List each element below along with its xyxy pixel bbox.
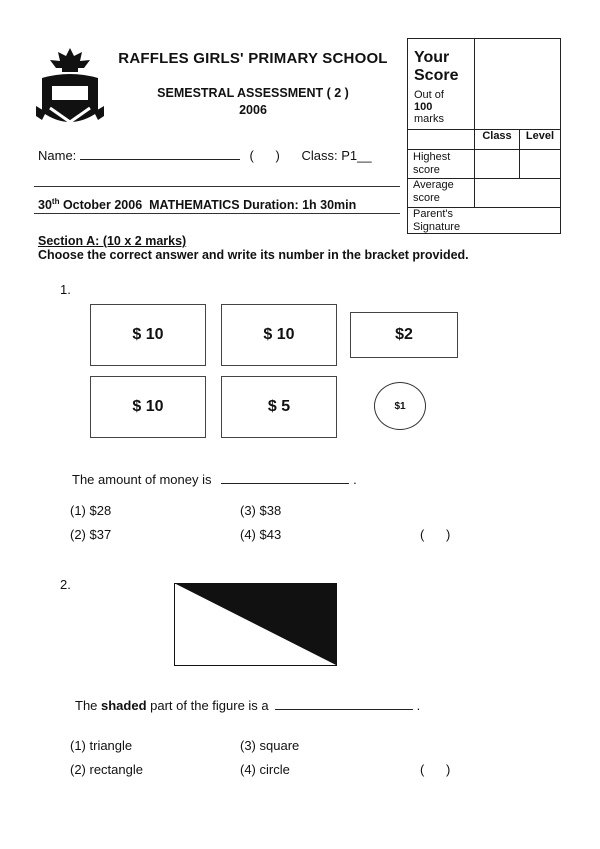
question-2-stem: The shaded part of the figure is a . bbox=[75, 698, 421, 713]
name-field[interactable] bbox=[80, 147, 240, 160]
q1-option-4: (4) $43 bbox=[240, 527, 282, 542]
school-name: RAFFLES GIRLS' PRIMARY SCHOOL bbox=[118, 50, 388, 67]
score-box bbox=[407, 38, 561, 234]
question-2-blank[interactable] bbox=[275, 697, 413, 710]
question-1-number: 1. bbox=[60, 282, 71, 297]
q2-option-4: (4) circle bbox=[240, 762, 290, 777]
q2-option-1: (1) triangle bbox=[70, 738, 133, 753]
your-score-field[interactable] bbox=[475, 39, 560, 129]
name-class-line bbox=[38, 147, 408, 163]
average-score-label: Average score bbox=[413, 179, 454, 204]
divider-top bbox=[34, 186, 400, 187]
half-shaded-rectangle-figure bbox=[174, 583, 337, 666]
date-day: 30 bbox=[38, 198, 52, 213]
date-suffix: th bbox=[51, 197, 60, 206]
name-label: Name: bbox=[38, 148, 77, 163]
q1-option-2: (2) $37 bbox=[70, 527, 112, 542]
register-bracket[interactable]: ( ) bbox=[249, 148, 280, 163]
col-level-header: Level bbox=[525, 130, 555, 142]
parent-signature-label: Parent's Signature bbox=[413, 208, 461, 233]
assessment-title: SEMESTRAL ASSESSMENT ( 2 ) bbox=[157, 86, 349, 100]
out-of-label: Out of 100 marks bbox=[414, 89, 444, 125]
highest-score-label: Highest score bbox=[413, 151, 451, 176]
exam-subject-duration: October 2006 MATHEMATICS Duration: 1h 30min bbox=[59, 198, 357, 213]
q1-option-3: (3) $38 bbox=[240, 503, 282, 518]
note-10-c: $ 10 bbox=[90, 376, 206, 438]
coin-1: $1 bbox=[374, 382, 426, 430]
q1-option-1: (1) $28 bbox=[70, 503, 112, 518]
note-10-a: $ 10 bbox=[90, 304, 206, 366]
section-a-title: Section A: (10 x 2 marks) bbox=[38, 234, 187, 248]
q2-option-2: (2) rectangle bbox=[70, 762, 143, 777]
divider-bottom bbox=[34, 213, 400, 214]
q1-answer-bracket[interactable]: ( ) bbox=[420, 527, 451, 542]
assessment-year: 2006 bbox=[239, 103, 267, 117]
question-1-stem: The amount of money is . bbox=[72, 472, 357, 487]
q2-option-3: (3) square bbox=[240, 738, 300, 753]
question-1-blank[interactable] bbox=[221, 471, 349, 484]
exam-date-line bbox=[38, 197, 356, 212]
parent-signature-field[interactable] bbox=[475, 208, 560, 233]
note-10-b: $ 10 bbox=[221, 304, 337, 366]
school-crest-logo bbox=[36, 46, 104, 136]
section-a-instruction: Choose the correct answer and write its number in the bracket provided. bbox=[38, 248, 469, 262]
note-2: $2 bbox=[350, 312, 458, 358]
note-5: $ 5 bbox=[221, 376, 337, 438]
your-score-label: Your Score bbox=[414, 49, 459, 84]
col-class-header: Class bbox=[482, 130, 512, 142]
question-2-number: 2. bbox=[60, 577, 71, 592]
q2-answer-bracket[interactable]: ( ) bbox=[420, 762, 451, 777]
class-label[interactable]: Class: P1__ bbox=[301, 148, 372, 163]
